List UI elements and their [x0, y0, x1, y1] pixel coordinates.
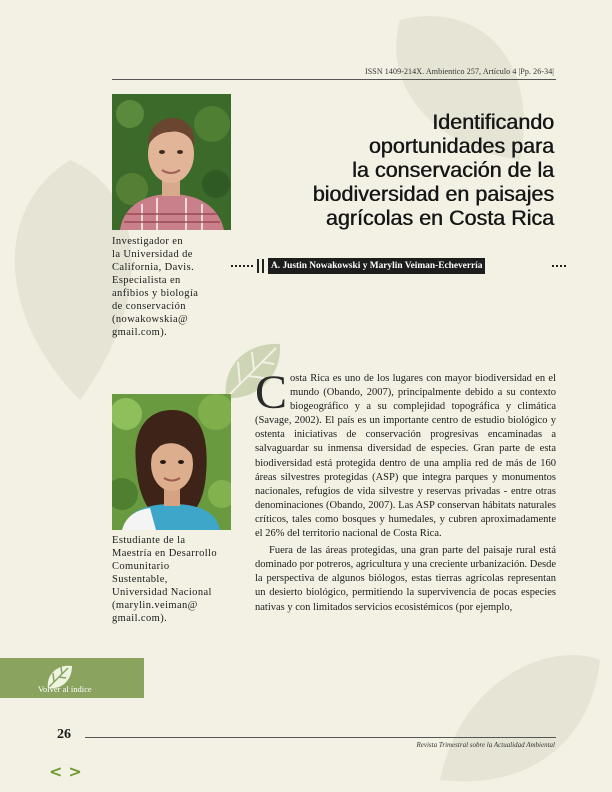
- author-bio-1: Investigador en la Universidad de California, Davis. Especialista en anfibios y biología de conservación (nowakowskia@ gmail.com).: [112, 236, 199, 338]
- drop-cap: C: [255, 366, 288, 419]
- dotted-rule: [552, 265, 566, 267]
- footer-rule: [85, 737, 556, 738]
- divider-bars: [257, 259, 267, 273]
- article-body: [255, 366, 556, 615]
- authors-label: A. Justin Nowakowski y Marylin Veiman-Echeverría: [268, 258, 485, 274]
- page-number: 26: [57, 727, 71, 742]
- back-to-index-label: Volver al índice: [38, 684, 92, 694]
- background-leaf-icon: [430, 640, 610, 790]
- journal-reference: ISSN 1409-214X. Ambientico 257, Artículo 4 |Pp. 26-34|: [364, 67, 554, 76]
- next-page-button[interactable]: >: [68, 762, 82, 781]
- dotted-rule: [231, 265, 253, 267]
- header-rule: [112, 79, 556, 80]
- author-photo-2: [112, 394, 231, 530]
- author-bio-2: Estudiante de la Maestría en Desarrollo Comunitario Sustentable, Universidad Nacional (marylin.veiman@ gmail.com).: [112, 535, 218, 624]
- journal-name: Revista Trimestral sobre la Actualidad Ambiental: [416, 741, 555, 749]
- previous-page-button[interactable]: <: [49, 762, 63, 781]
- page-navigation: [49, 764, 82, 780]
- paragraph: Fuera de las áreas protegidas, una gran parte del paisaje rural está dominado por potreros, agricultura y una creciente urbanización. Desde la perspectiva de algunos biólogos, estas tierras agrícolas representan un desierto biológico, permitiendo la supervivencia de pocas especies nativas y con limitados servicios ecosistémicos (por ejemplo,: [255, 545, 556, 613]
- paragraph: Costa Rica es uno de los lugares con mayor biodiversidad en el mundo (Obando, 2007), principalmente debido a su contexto biogeográfico y a su complejidad topográfica y climática (Savage, 2002). El país es un importante centro de estudio biológico y ostenta iniciativas de conservación progresivas encaminadas a salvaguardar su inmensa diversidad de especies. Gran parte de esta biodiversidad está protegida dentro de una amplia red de más de 160 áreas silvestres protegidas (ASP) que integra parques y monumentos nacionales, refugios de vida silvestre y reservas privadas - entre otras denominaciones (Obando, 2007). Las ASP conservan hábitats naturales críticos, tales como bosques y humedales, y cubren aproximadamente el 26% del territorio nacional de Costa Rica.: [255, 366, 556, 540]
- authors-bar: [231, 258, 566, 274]
- author-photo-1: [112, 94, 231, 230]
- article-title: Identificando oportunidades para la conservación de la biodiversidad en paisajes agrícolas en Costa Rica: [312, 110, 554, 230]
- back-to-index-link[interactable]: [0, 658, 144, 698]
